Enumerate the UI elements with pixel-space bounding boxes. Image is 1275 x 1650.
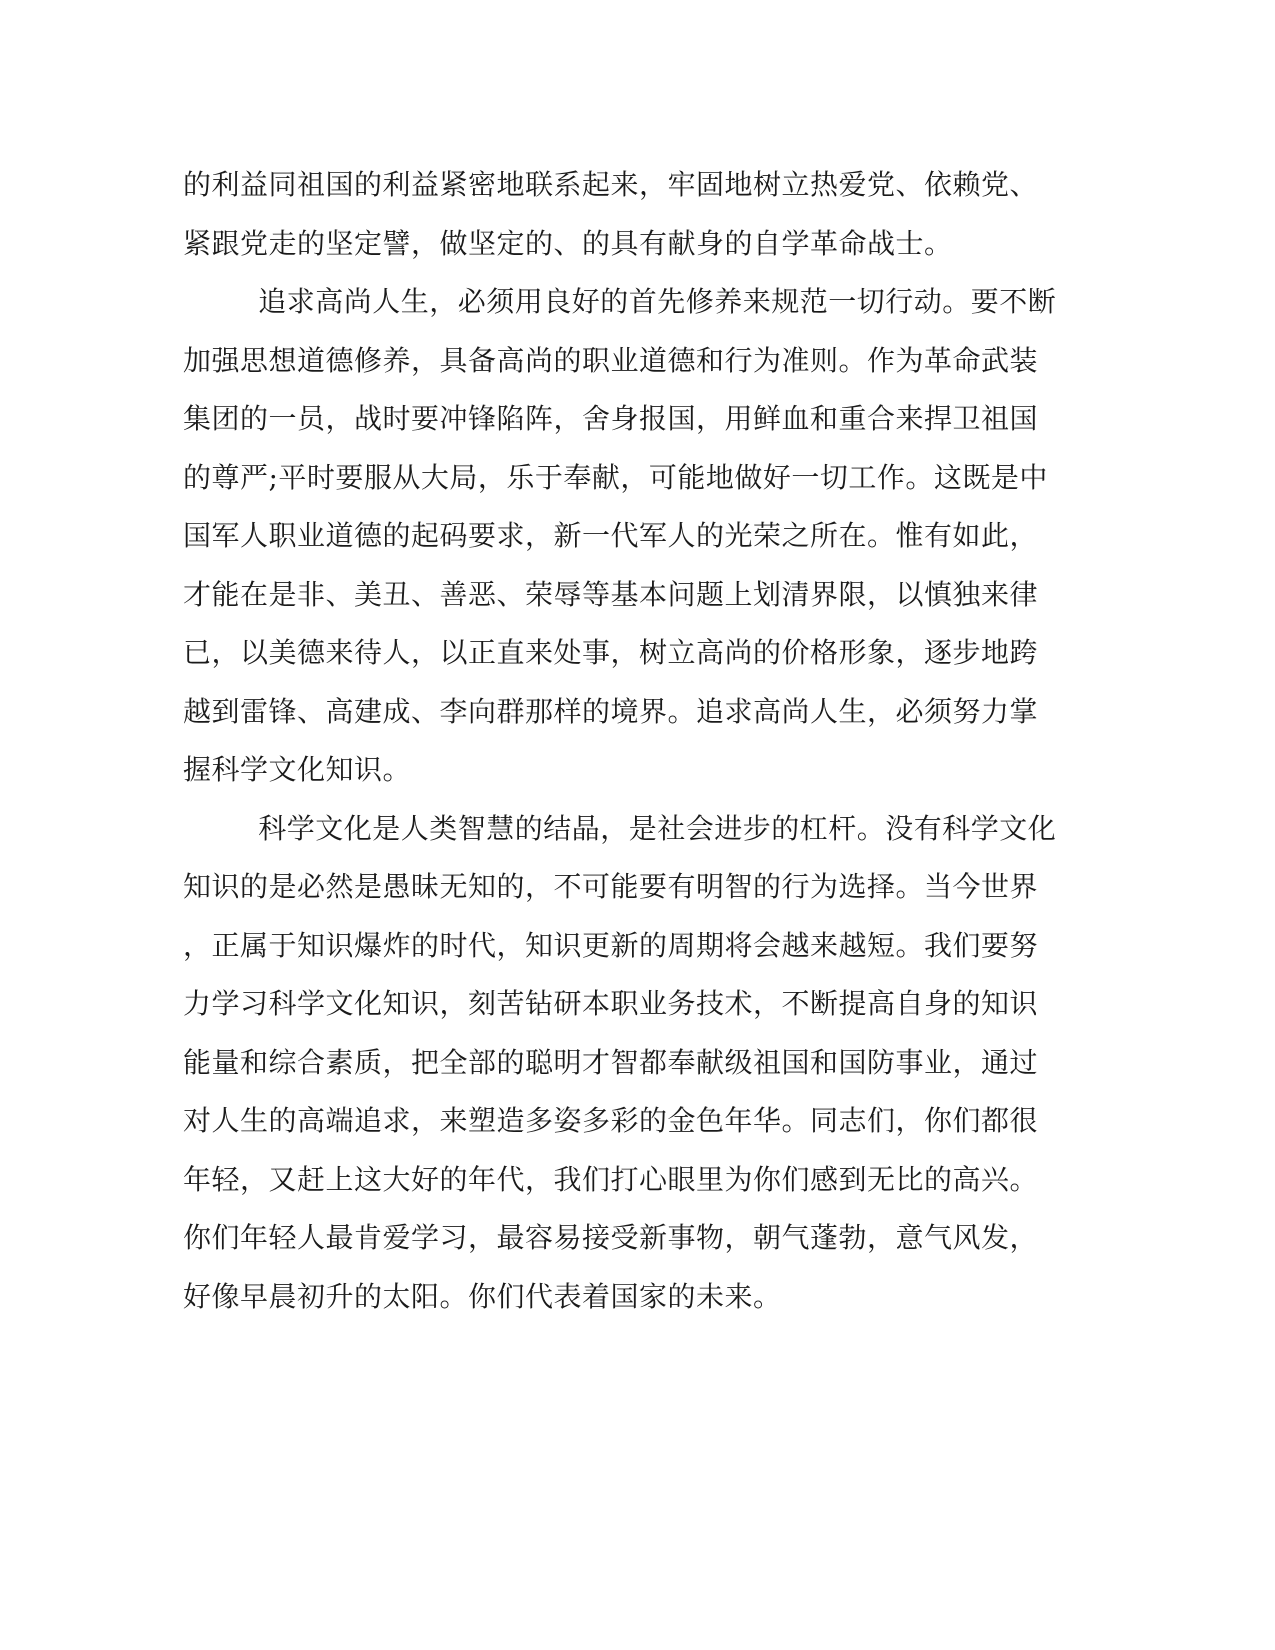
text-line: 力学习科学文化知识，刻苦钻研本职业务技术，不断提高自身的知识 bbox=[183, 987, 1039, 1020]
text-line: 对人生的高端追求，来塑造多姿多彩的金色年华。同志们，你们都很 bbox=[183, 1104, 1039, 1137]
text-line: 年轻，又赶上这大好的年代，我们打心眼里为你们感到无比的高兴。 bbox=[183, 1162, 1039, 1196]
text-line: 的利益同祖国的利益紧密地联系起来，牢固地树立热爱党、依赖党、 bbox=[183, 168, 1039, 201]
text-line: 集团的一员，战时要冲锋陷阵，舍身报国，用鲜血和重合来捍卫祖国 bbox=[183, 402, 1039, 435]
text-line: 国军人职业道德的起码要求，新一代军人的光荣之所在。惟有如此， bbox=[183, 519, 1039, 552]
text-line: 越到雷锋、高建成、李向群那样的境界。追求高尚人生，必须努力掌 bbox=[183, 694, 1039, 728]
text-line: 才能在是非、美丑、善恶、荣辱等基本问题上划清界限，以慎独来律 bbox=[183, 577, 1039, 611]
body-text bbox=[183, 156, 1063, 1326]
text-line: 握科学文化知识。 bbox=[183, 753, 412, 786]
text-line: ，正属于知识爆炸的时代，知识更新的周期将会越来越短。我们要努 bbox=[183, 928, 1039, 962]
text-line: 科学文化是人类智慧的结晶，是社会进步的杠杆。没有科学文化 bbox=[183, 811, 1057, 845]
text-line: 已，以美德来待人，以正直来处事，树立高尚的价格形象，逐步地跨 bbox=[183, 636, 1039, 669]
text-line: 能量和综合素质，把全部的聪明才智都奉献级祖国和国防事业，通过 bbox=[183, 1045, 1039, 1079]
text-line: 知识的是必然是愚昧无知的，不可能要有明智的行为选择。当今世界 bbox=[183, 870, 1039, 903]
text-line: 好像早晨初升的太阳。你们代表着国家的未来。 bbox=[183, 1279, 782, 1313]
text-line: 紧跟党走的坚定譬，做坚定的、的具有献身的自学革命战士。 bbox=[183, 226, 953, 260]
text-line: 加强思想道德修养，具备高尚的职业道德和行为准则。作为革命武装 bbox=[183, 343, 1039, 377]
text-line: 你们年轻人最肯爱学习，最容易接受新事物，朝气蓬勃，意气风发， bbox=[183, 1221, 1039, 1254]
text-line: 的尊严;平时要服从大局，乐于奉献，可能地做好一切工作。这既是中 bbox=[183, 460, 1048, 494]
text-line: 追求高尚人生，必须用良好的首先修养来规范一切行动。要不断 bbox=[183, 285, 1057, 318]
